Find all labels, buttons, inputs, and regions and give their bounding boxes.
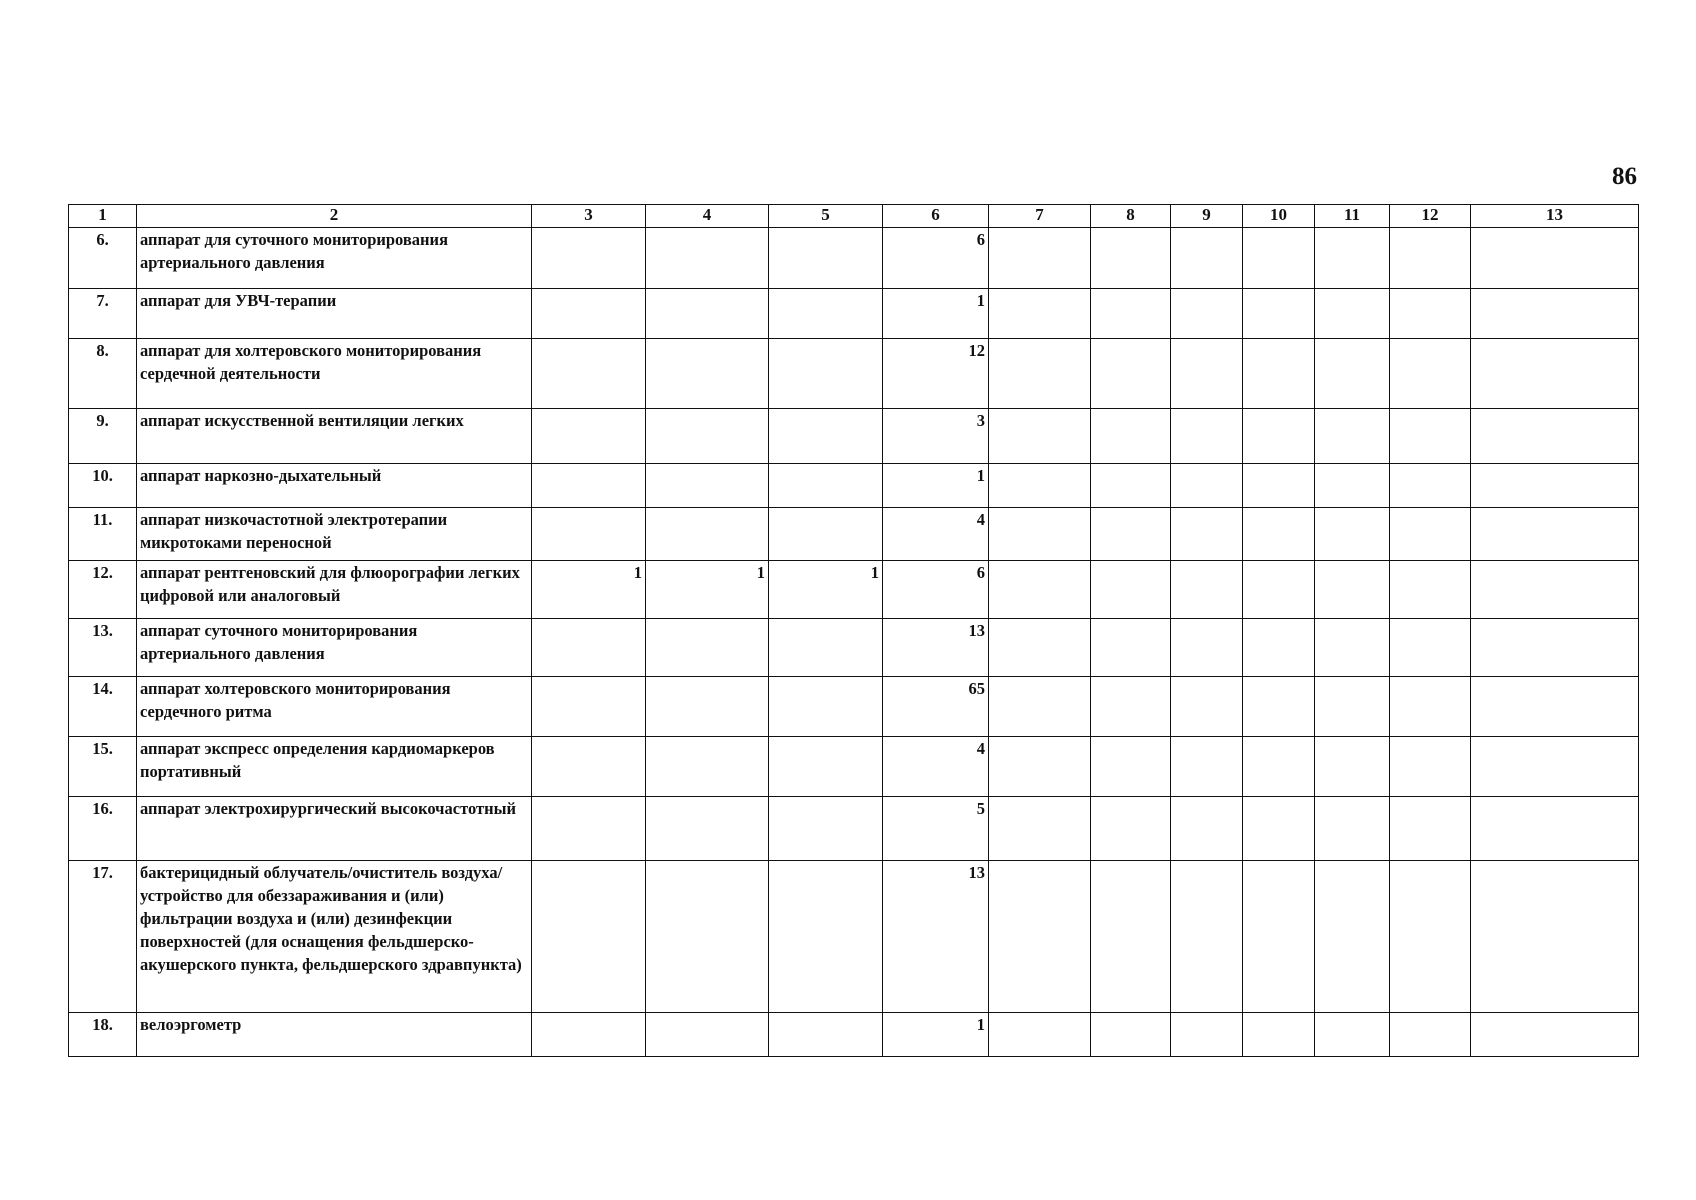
value-col-5 <box>769 737 883 797</box>
column-header-5: 5 <box>769 205 883 228</box>
equipment-name: аппарат рентгеновский для флюорографии легких цифровой или аналоговый <box>137 561 532 619</box>
value-col-7 <box>989 508 1091 561</box>
equipment-name: аппарат экспресс определения кардиомаркеров портативный <box>137 737 532 797</box>
value-col-6: 6 <box>883 228 989 289</box>
equipment-name: бактерицидный облучатель/очиститель воздуха/устройство для обеззараживания и (или) фильтрации воздуха и (или) дезинфекции поверхностей (для оснащения фельдшерско-акушерского пункта, фельдшерского здравпункта) <box>137 861 532 1013</box>
value-col-7 <box>989 464 1091 508</box>
value-col-11 <box>1315 1013 1390 1057</box>
value-col-10 <box>1243 561 1315 619</box>
row-number: 13. <box>69 619 137 677</box>
column-header-2: 2 <box>137 205 532 228</box>
equipment-name: аппарат электрохирургический высокочастотный <box>137 797 532 861</box>
value-col-10 <box>1243 289 1315 339</box>
value-col-4 <box>646 409 769 464</box>
value-col-7 <box>989 561 1091 619</box>
row-number: 7. <box>69 289 137 339</box>
table-row <box>69 228 1639 289</box>
value-col-11 <box>1315 561 1390 619</box>
value-col-11 <box>1315 677 1390 737</box>
value-col-9 <box>1171 619 1243 677</box>
table-row <box>69 339 1639 409</box>
value-col-7 <box>989 677 1091 737</box>
value-col-8 <box>1091 737 1171 797</box>
value-col-10 <box>1243 409 1315 464</box>
value-col-11 <box>1315 797 1390 861</box>
value-col-8 <box>1091 289 1171 339</box>
table-row <box>69 289 1639 339</box>
value-col-8 <box>1091 1013 1171 1057</box>
row-number: 16. <box>69 797 137 861</box>
value-col-5 <box>769 861 883 1013</box>
value-col-13 <box>1471 409 1639 464</box>
value-col-13 <box>1471 228 1639 289</box>
value-col-8 <box>1091 561 1171 619</box>
value-col-13 <box>1471 508 1639 561</box>
table-row <box>69 508 1639 561</box>
table-row <box>69 861 1639 1013</box>
value-col-6: 12 <box>883 339 989 409</box>
table-row <box>69 677 1639 737</box>
value-col-11 <box>1315 737 1390 797</box>
value-col-9 <box>1171 464 1243 508</box>
value-col-9 <box>1171 561 1243 619</box>
equipment-name: велоэргометр <box>137 1013 532 1057</box>
value-col-13 <box>1471 561 1639 619</box>
value-col-13 <box>1471 861 1639 1013</box>
value-col-12 <box>1390 737 1471 797</box>
value-col-13 <box>1471 797 1639 861</box>
equipment-name: аппарат для УВЧ-терапии <box>137 289 532 339</box>
value-col-12 <box>1390 561 1471 619</box>
value-col-9 <box>1171 861 1243 1013</box>
value-col-3 <box>532 508 646 561</box>
column-header-7: 7 <box>989 205 1091 228</box>
table-row <box>69 561 1639 619</box>
value-col-3 <box>532 737 646 797</box>
value-col-7 <box>989 737 1091 797</box>
value-col-6: 1 <box>883 1013 989 1057</box>
value-col-4 <box>646 339 769 409</box>
value-col-11 <box>1315 508 1390 561</box>
value-col-5 <box>769 289 883 339</box>
column-header-1: 1 <box>69 205 137 228</box>
value-col-11 <box>1315 339 1390 409</box>
value-col-12 <box>1390 619 1471 677</box>
value-col-8 <box>1091 508 1171 561</box>
value-col-11 <box>1315 289 1390 339</box>
equipment-table <box>68 204 1639 1057</box>
value-col-4 <box>646 861 769 1013</box>
row-number: 17. <box>69 861 137 1013</box>
value-col-7 <box>989 1013 1091 1057</box>
column-header-9: 9 <box>1171 205 1243 228</box>
value-col-12 <box>1390 1013 1471 1057</box>
value-col-4 <box>646 737 769 797</box>
table-row <box>69 797 1639 861</box>
value-col-10 <box>1243 339 1315 409</box>
row-number: 18. <box>69 1013 137 1057</box>
value-col-7 <box>989 619 1091 677</box>
value-col-12 <box>1390 289 1471 339</box>
table-row <box>69 1013 1639 1057</box>
page-number: 86 <box>1612 163 1637 190</box>
value-col-8 <box>1091 339 1171 409</box>
value-col-10 <box>1243 508 1315 561</box>
column-header-12: 12 <box>1390 205 1471 228</box>
value-col-13 <box>1471 737 1639 797</box>
value-col-5 <box>769 619 883 677</box>
value-col-12 <box>1390 677 1471 737</box>
equipment-name: аппарат для суточного мониторирования артериального давления <box>137 228 532 289</box>
value-col-10 <box>1243 737 1315 797</box>
column-header-3: 3 <box>532 205 646 228</box>
equipment-name: аппарат искусственной вентиляции легких <box>137 409 532 464</box>
value-col-4 <box>646 464 769 508</box>
value-col-4 <box>646 677 769 737</box>
value-col-4 <box>646 508 769 561</box>
value-col-6: 65 <box>883 677 989 737</box>
value-col-6: 5 <box>883 797 989 861</box>
column-number-row <box>69 205 1639 228</box>
value-col-9 <box>1171 737 1243 797</box>
row-number: 9. <box>69 409 137 464</box>
value-col-8 <box>1091 228 1171 289</box>
value-col-10 <box>1243 228 1315 289</box>
value-col-12 <box>1390 409 1471 464</box>
column-header-4: 4 <box>646 205 769 228</box>
value-col-9 <box>1171 228 1243 289</box>
value-col-6: 4 <box>883 508 989 561</box>
value-col-3 <box>532 619 646 677</box>
value-col-3 <box>532 1013 646 1057</box>
equipment-name: аппарат суточного мониторирования артериального давления <box>137 619 532 677</box>
value-col-9 <box>1171 797 1243 861</box>
value-col-11 <box>1315 464 1390 508</box>
value-col-12 <box>1390 797 1471 861</box>
value-col-13 <box>1471 289 1639 339</box>
value-col-10 <box>1243 677 1315 737</box>
row-number: 8. <box>69 339 137 409</box>
value-col-8 <box>1091 464 1171 508</box>
value-col-4: 1 <box>646 561 769 619</box>
row-number: 10. <box>69 464 137 508</box>
row-number: 15. <box>69 737 137 797</box>
value-col-5 <box>769 508 883 561</box>
value-col-4 <box>646 1013 769 1057</box>
column-header-8: 8 <box>1091 205 1171 228</box>
value-col-7 <box>989 409 1091 464</box>
value-col-12 <box>1390 508 1471 561</box>
value-col-6: 3 <box>883 409 989 464</box>
equipment-name: аппарат низкочастотной электротерапии микротоками переносной <box>137 508 532 561</box>
value-col-5 <box>769 1013 883 1057</box>
value-col-13 <box>1471 619 1639 677</box>
value-col-8 <box>1091 409 1171 464</box>
value-col-10 <box>1243 861 1315 1013</box>
value-col-9 <box>1171 289 1243 339</box>
value-col-9 <box>1171 677 1243 737</box>
value-col-11 <box>1315 861 1390 1013</box>
value-col-11 <box>1315 619 1390 677</box>
value-col-3: 1 <box>532 561 646 619</box>
value-col-5 <box>769 797 883 861</box>
column-header-13: 13 <box>1471 205 1639 228</box>
value-col-3 <box>532 228 646 289</box>
equipment-name: аппарат холтеровского мониторирования сердечного ритма <box>137 677 532 737</box>
value-col-5 <box>769 228 883 289</box>
value-col-5 <box>769 409 883 464</box>
value-col-11 <box>1315 228 1390 289</box>
value-col-7 <box>989 289 1091 339</box>
value-col-4 <box>646 619 769 677</box>
value-col-6: 13 <box>883 861 989 1013</box>
column-header-6: 6 <box>883 205 989 228</box>
value-col-12 <box>1390 228 1471 289</box>
value-col-7 <box>989 339 1091 409</box>
value-col-13 <box>1471 1013 1639 1057</box>
value-col-3 <box>532 797 646 861</box>
table-row <box>69 737 1639 797</box>
value-col-6: 6 <box>883 561 989 619</box>
value-col-9 <box>1171 409 1243 464</box>
value-col-7 <box>989 797 1091 861</box>
value-col-3 <box>532 464 646 508</box>
value-col-4 <box>646 289 769 339</box>
table-row <box>69 464 1639 508</box>
value-col-8 <box>1091 861 1171 1013</box>
value-col-12 <box>1390 861 1471 1013</box>
row-number: 12. <box>69 561 137 619</box>
value-col-10 <box>1243 619 1315 677</box>
equipment-name: аппарат для холтеровского мониторирования сердечной деятельности <box>137 339 532 409</box>
row-number: 6. <box>69 228 137 289</box>
value-col-3 <box>532 861 646 1013</box>
value-col-7 <box>989 228 1091 289</box>
value-col-5: 1 <box>769 561 883 619</box>
value-col-8 <box>1091 677 1171 737</box>
value-col-6: 1 <box>883 289 989 339</box>
value-col-3 <box>532 339 646 409</box>
value-col-9 <box>1171 339 1243 409</box>
table-row <box>69 619 1639 677</box>
value-col-5 <box>769 464 883 508</box>
value-col-5 <box>769 339 883 409</box>
value-col-11 <box>1315 409 1390 464</box>
value-col-7 <box>989 861 1091 1013</box>
value-col-4 <box>646 797 769 861</box>
value-col-6: 1 <box>883 464 989 508</box>
row-number: 14. <box>69 677 137 737</box>
value-col-3 <box>532 677 646 737</box>
value-col-6: 13 <box>883 619 989 677</box>
value-col-10 <box>1243 1013 1315 1057</box>
value-col-12 <box>1390 464 1471 508</box>
row-number: 11. <box>69 508 137 561</box>
value-col-8 <box>1091 619 1171 677</box>
column-header-11: 11 <box>1315 205 1390 228</box>
equipment-name: аппарат наркозно-дыхательный <box>137 464 532 508</box>
value-col-8 <box>1091 797 1171 861</box>
value-col-12 <box>1390 339 1471 409</box>
column-header-10: 10 <box>1243 205 1315 228</box>
value-col-5 <box>769 677 883 737</box>
value-col-13 <box>1471 464 1639 508</box>
value-col-13 <box>1471 339 1639 409</box>
value-col-9 <box>1171 508 1243 561</box>
value-col-3 <box>532 289 646 339</box>
value-col-3 <box>532 409 646 464</box>
value-col-10 <box>1243 797 1315 861</box>
table-row <box>69 409 1639 464</box>
value-col-13 <box>1471 677 1639 737</box>
value-col-10 <box>1243 464 1315 508</box>
value-col-9 <box>1171 1013 1243 1057</box>
value-col-6: 4 <box>883 737 989 797</box>
value-col-4 <box>646 228 769 289</box>
